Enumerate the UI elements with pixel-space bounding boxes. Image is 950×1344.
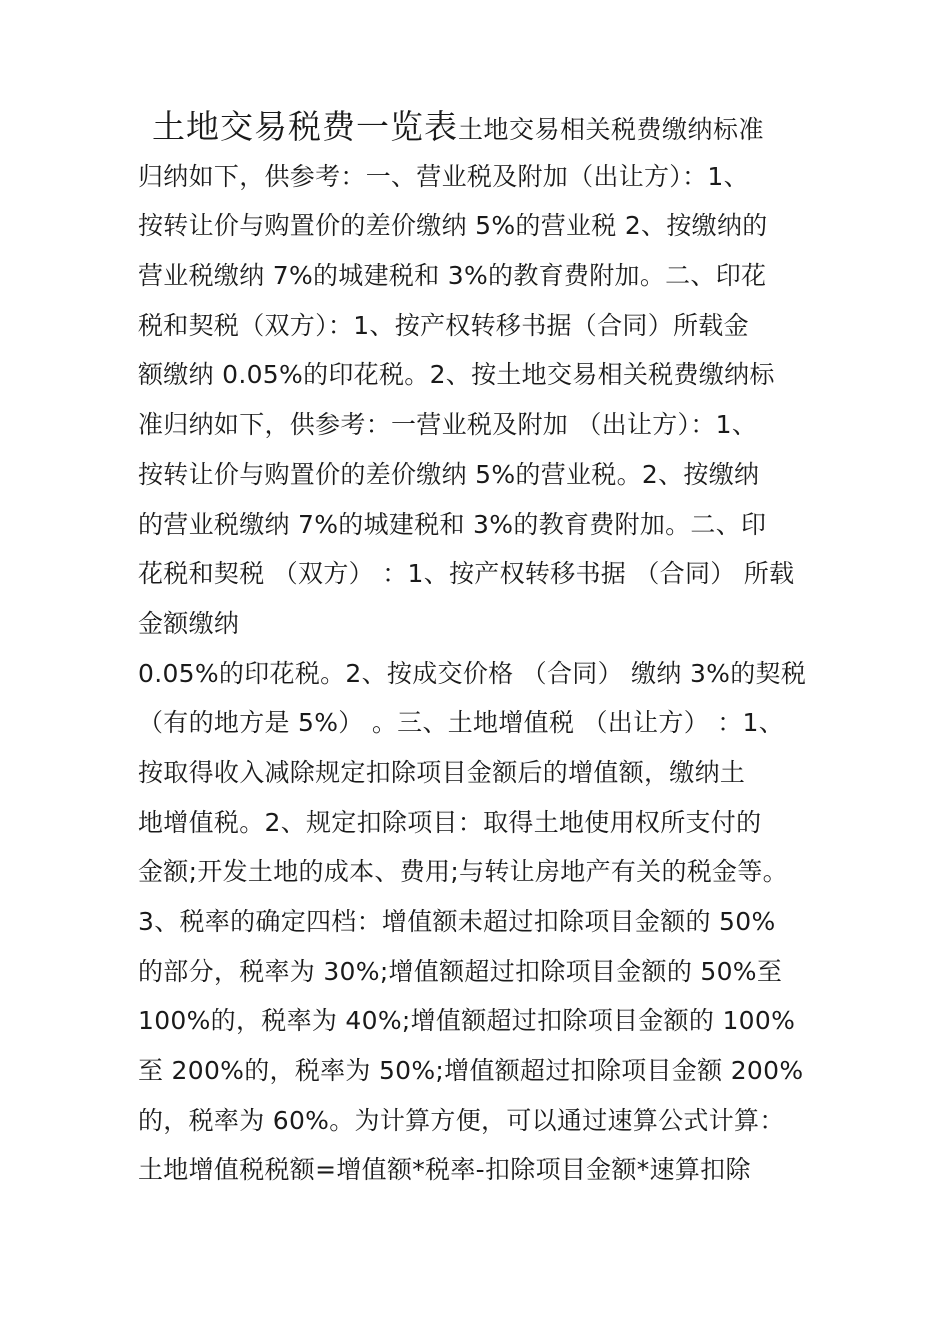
body-line: 的部分，税率为 30%;增值额超过扣除项目金额的 50%至: [138, 956, 783, 986]
body-line: 的，税率为 60%。为计算方便，可以通过速算公式计算：: [138, 1105, 785, 1135]
body-line-first: 土地交易相关税费缴纳标准: [458, 115, 765, 144]
body-line: 按转让价与购置价的差价缴纳 5%的营业税 2、按缴纳的: [138, 211, 768, 241]
document-title: 土地交易税费一览表: [152, 107, 458, 146]
title-line: [138, 102, 878, 152]
body-line: 准归纳如下，供参考：一营业税及附加 （出让方）：1、: [138, 410, 758, 440]
body-line: 地增值税。2、规定扣除项目：取得土地使用权所支付的: [138, 807, 762, 837]
body-line: 金额;开发土地的成本、费用;与转让房地产有关的税金等。: [138, 857, 788, 887]
body-line: （有的地方是 5%） 。三、土地增值税 （出让方） ：1、: [138, 708, 785, 738]
body-line: 营业税缴纳 7%的城建税和 3%的教育费附加。二、印花: [138, 261, 767, 291]
body-line: 额缴纳 0.05%的印花税。2、按土地交易相关税费缴纳标: [138, 360, 775, 390]
body-line: 花税和契税 （双方） ：1、按产权转移书据 （合同） 所载: [138, 559, 795, 589]
body-line: 税和契税（双方）：1、按产权转移书据（合同）所载金: [138, 310, 749, 340]
body-line: 3、税率的确定四档：增值额未超过扣除项目金额的 50%: [138, 907, 776, 936]
body-line: 100%的，税率为 40%;增值额超过扣除项目金额的 100%: [138, 1006, 796, 1036]
body-line: 0.05%的印花税。2、按成交价格 （合同） 缴纳 3%的契税: [138, 658, 807, 688]
document-body: [138, 102, 878, 1195]
body-line: 土地增值税税额=增值额*税率-扣除项目金额*速算扣除: [138, 1155, 751, 1185]
body-line: 至 200%的，税率为 50%;增值额超过扣除项目金额 200%: [138, 1056, 804, 1086]
body-line: 按取得收入减除规定扣除项目金额后的增值额，缴纳土: [138, 757, 746, 787]
body-line: 归纳如下，供参考：一、营业税及附加（出让方）：1、: [138, 161, 749, 191]
body-line: 的营业税缴纳 7%的城建税和 3%的教育费附加。二、印: [138, 509, 767, 539]
body-line: 按转让价与购置价的差价缴纳 5%的营业税。2、按缴纳: [138, 459, 760, 489]
body-line: 金额缴纳: [138, 608, 240, 638]
